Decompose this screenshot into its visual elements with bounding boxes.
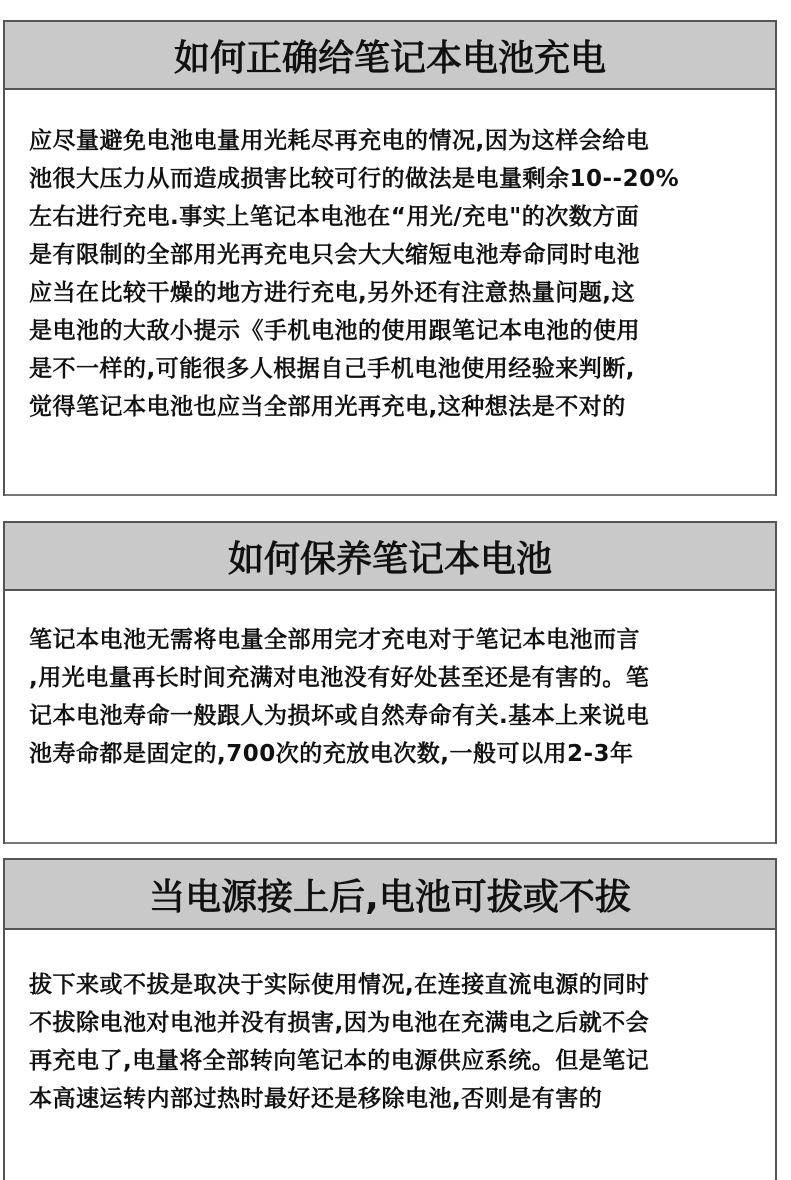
body-line: 记本电池寿命一般跟人为损坏或自然寿命有关.基本上来说电 [29,703,650,729]
body-line: 左右进行充电.事实上笔记本电池在“用光/充电"的次数方面 [29,204,640,230]
body-line: 笔记本电池无需将电量全部用完才充电对于笔记本电池而言 [29,627,640,653]
body-line: 不拔除电池对电池并没有损害,因为电池在充满电之后就不会 [29,1010,650,1036]
body-line: 池寿命都是固定的,700次的充放电次数,一般可以用2-3年 [29,741,634,767]
body-line: ,用光电量再长时间充满对电池没有好处甚至还是有害的。笔 [29,665,650,691]
body-line: 是有限制的全部用光再充电只会大大缩短电池寿命同时电池 [29,242,640,268]
body-line: 再充电了,电量将全部转向笔记本的电源供应系统。但是笔记 [29,1048,650,1074]
body-line: 是不一样的,可能很多人根据自己手机电池使用经验来判断, [29,356,635,382]
section-title: 如何保养笔记本电池 [5,523,775,591]
body-line: 应当在比较干燥的地方进行充电,另外还有注意热量问题,这 [29,280,635,306]
section-body [5,591,775,844]
section-title: 当电源接上后,电池可拔或不拔 [5,860,775,930]
section-body [5,930,775,1180]
section-title: 如何正确给笔记本电池充电 [5,22,775,90]
body-line: 拔下来或不拔是取决于实际使用情况,在连接直流电源的同时 [29,972,650,998]
body-line: 是电池的大敌小提示《手机电池的使用跟笔记本电池的使用 [29,318,640,344]
section-body [5,90,775,496]
body-line: 应尽量避免电池电量用光耗尽再充电的情况,因为这样会给电 [29,128,650,154]
body-line: 觉得笔记本电池也应当全部用光再充电,这种想法是不对的 [29,394,626,420]
section-power-connected [3,858,777,1180]
body-line: 池很大压力从而造成损害比较可行的做法是电量剩余10--20% [29,166,680,192]
section-maintenance [3,521,777,844]
body-line: 本高速运转内部过热时最好还是移除电池,否则是有害的 [29,1086,603,1112]
section-charging [3,20,777,496]
